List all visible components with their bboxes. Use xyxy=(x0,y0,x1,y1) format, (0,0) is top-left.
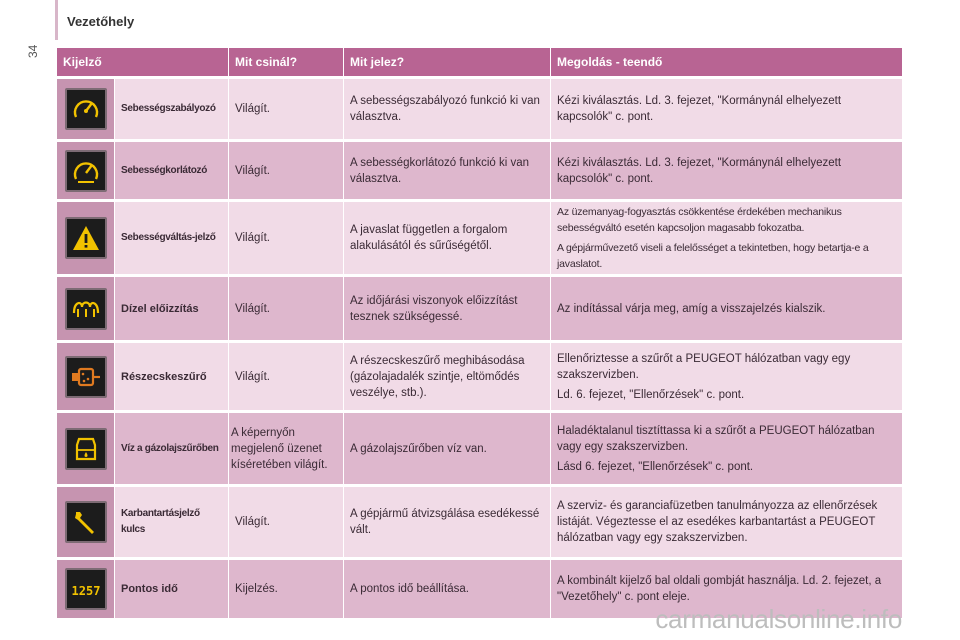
table-row xyxy=(57,343,903,410)
indicator-action: Világít. xyxy=(229,79,344,139)
indicator-action: A képernyőn megjelenő üzenet kíséretében világít. xyxy=(229,413,344,484)
table-row xyxy=(57,142,903,199)
indicator-solution: Az indítással várja meg, amíg a visszajelzés kialszik. xyxy=(551,277,903,340)
page-number: 34 xyxy=(26,44,40,58)
table-row xyxy=(57,487,903,557)
table-row xyxy=(57,79,903,139)
indicator-solution: Haladéktalanul tisztíttassa ki a szűrőt a PEUGEOT hálózatban vagy egy szakszervizben. Lásd 6. fejezet, "Ellenőrzések" c. pont. xyxy=(551,413,903,484)
indicator-action: Világít. xyxy=(229,202,344,274)
particle-filter-icon xyxy=(65,356,107,398)
section-marker xyxy=(55,0,58,40)
indicator-name: Víz a gázolajszűrőben xyxy=(115,413,229,484)
indicator-meaning: Az időjárási viszonyok előizzítást tesznek szükségessé. xyxy=(344,277,551,340)
water-in-fuel-icon xyxy=(65,428,107,470)
indicator-name: Részecskeszűrő xyxy=(115,343,229,410)
indicator-name: Dízel előizzítás xyxy=(115,277,229,340)
glow-plug-icon xyxy=(65,288,107,330)
clock-digits: 1257 xyxy=(71,584,100,598)
indicator-meaning: A javaslat független a forgalom alakulásától és sűrűségétől. xyxy=(344,202,551,274)
indicator-name: Sebességkorlátozó xyxy=(115,142,229,199)
indicator-action: Világít. xyxy=(229,277,344,340)
col-header-display: Kijelző xyxy=(57,48,229,76)
table-row xyxy=(57,413,903,484)
indicator-action: Világít. xyxy=(229,142,344,199)
indicator-solution: A szerviz- és garanciafüzetben tanulmányozza az ellenőrzések listáját. Végeztesse el az esedékes karbantartást a PEUGEOT hálózatban vagy egy szakszervizben. xyxy=(551,487,903,557)
indicator-solution: Ellenőriztesse a szűrőt a PEUGEOT hálózatban vagy egy szakszervizben. Ld. 6. fejezet, "Ellenőrzések" c. pont. xyxy=(551,343,903,410)
table-row xyxy=(57,277,903,340)
indicator-solution: Az üzemanyag-fogyasztás csökkentése érdekében mechanikus sebességváltó esetén kapcsoljon magasabb fokozatba. A gépjárművezető viseli a felelősséget a tekintetben, hogy betartja-e a javaslatot. xyxy=(551,202,903,274)
indicator-action: Kijelzés. xyxy=(229,560,344,618)
watermark: carmanualsonline.info xyxy=(655,604,902,634)
col-header-meaning: Mit jelez? xyxy=(344,48,551,76)
indicator-meaning: A részecskeszűrő meghibásodása (gázolajadalék szintje, eltömődés veszélye, stb.). xyxy=(344,343,551,410)
indicator-name: Pontos idő xyxy=(115,560,229,618)
indicator-meaning: A sebességszabályozó funkció ki van választva. xyxy=(344,79,551,139)
col-header-solution: Megoldás - teendő xyxy=(551,48,903,76)
indicator-action: Világít. xyxy=(229,487,344,557)
digital-clock-icon xyxy=(65,568,107,610)
indicator-solution: Kézi kiválasztás. Ld. 3. fejezet, "Kormánynál elhelyezett kapcsolók" c. pont. xyxy=(551,79,903,139)
speed-limiter-icon xyxy=(65,150,107,192)
speed-regulator-icon xyxy=(65,88,107,130)
indicator-meaning: A pontos idő beállítása. xyxy=(344,560,551,618)
warning-triangle-icon xyxy=(65,217,107,259)
indicator-solution: A kombinált kijelző bal oldali gombját használja. Ld. 2. fejezet, a "Vezetőhely" c. pont eleje. xyxy=(551,560,903,618)
col-header-action: Mit csinál? xyxy=(229,48,344,76)
indicator-meaning: A gépjármű átvizsgálása esedékessé vált. xyxy=(344,487,551,557)
wrench-icon xyxy=(65,501,107,543)
section-title: Vezetőhely xyxy=(67,14,135,29)
indicator-name: Sebességváltás-jelző xyxy=(115,202,229,274)
indicator-table xyxy=(57,45,903,621)
indicator-solution: Kézi kiválasztás. Ld. 3. fejezet, "Kormánynál elhelyezett kapcsolók" c. pont. xyxy=(551,142,903,199)
table-row xyxy=(57,202,903,274)
indicator-name: Sebességszabályozó xyxy=(115,79,229,139)
indicator-meaning: A sebességkorlátozó funkció ki van választva. xyxy=(344,142,551,199)
indicator-meaning: A gázolajszűrőben víz van. xyxy=(344,413,551,484)
indicator-action: Világít. xyxy=(229,343,344,410)
indicator-name: Karbantartásjelző kulcs xyxy=(115,487,229,557)
